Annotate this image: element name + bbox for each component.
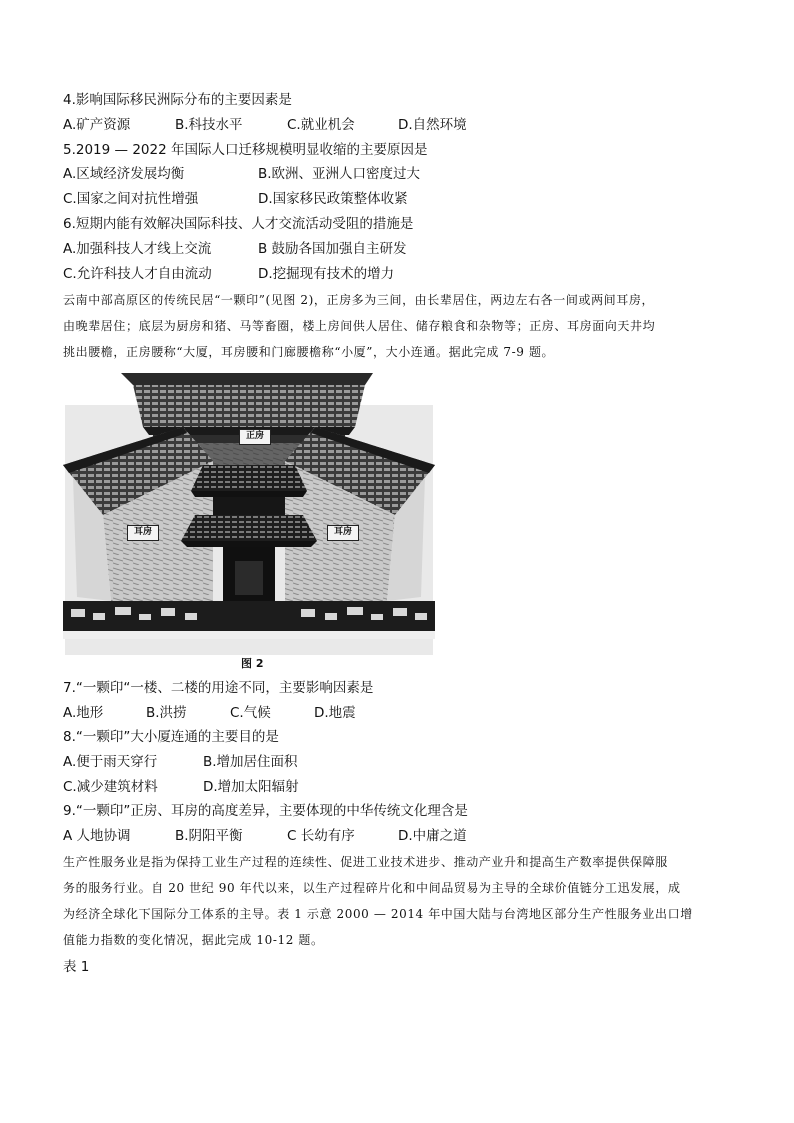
- question-5-option-d: D.国家移民政策整体收紧: [258, 191, 408, 207]
- question-6-option-b: B 鼓励各国加强自主研发: [258, 241, 407, 257]
- question-5-option-c: C.国家之间对抗性增强: [63, 191, 199, 207]
- label-left-side-house: 耳房: [127, 525, 159, 541]
- question-7-option-d: D.地震: [314, 705, 356, 721]
- question-4-option-d: D.自然环境: [398, 117, 467, 133]
- question-9-option-d: D.中庸之道: [398, 828, 467, 844]
- question-7-option-a: A.地形: [63, 705, 104, 721]
- label-right-side-house: 耳房: [327, 525, 359, 541]
- question-8-option-c: C.减少建筑材料: [63, 779, 158, 795]
- question-6-option-a: A.加强科技人才线上交流: [63, 241, 212, 257]
- table-1-label: 表 1: [63, 959, 90, 975]
- question-8-option-b: B.增加居住面积: [203, 754, 298, 770]
- question-7-stem: 7.“一颗印“一楼、二楼的用途不同，主要影响因素是: [63, 680, 374, 696]
- question-4-option-a: A.矿产资源: [63, 117, 131, 133]
- house-illustration: [63, 365, 435, 671]
- figure-caption: 图 2: [241, 657, 264, 670]
- question-8-stem: 8.“一颗印”大小厦连通的主要目的是: [63, 729, 279, 745]
- question-9-option-c: C 长幼有序: [287, 828, 355, 844]
- question-7-option-c: C.气候: [230, 705, 271, 721]
- figure-2-yikeyin-house: [63, 365, 435, 671]
- question-8-option-d: D.增加太阳辐射: [203, 779, 299, 795]
- passage-2-line-2: 务的服务行业。自 20 世纪 90 年代以来，以生产过程碎片化和中间品贸易为主导的全球价值链分工迅发展，成: [63, 881, 681, 895]
- question-7-option-b: B.洪捞: [146, 705, 187, 721]
- passage-1-line-2: 由晚辈居住；底层为厨房和猪、马等畜圈，楼上房间供人居住、储存粮食和杂物等；正房、耳房面向天井均: [63, 319, 656, 333]
- passage-2-line-1: 生产性服务业是指为保持工业生产过程的连续性、促进工业技术进步、推动产业升和提高生产数率提供保障服: [63, 855, 668, 869]
- question-4-stem: 4.影响国际移民洲际分布的主要因素是: [63, 92, 292, 108]
- question-6-option-c: C.允许科技人才自由流动: [63, 266, 212, 282]
- passage-1-line-3: 挑出腰檐，正房腰称“大厦，耳房腰和门廊腰檐称“小厦”，大小连通。据此完成 7-9 题。: [63, 345, 555, 359]
- question-9-stem: 9.“一颗印”正房、耳房的高度差异，主要体现的中华传统文化理含是: [63, 803, 468, 819]
- question-5-option-a: A.区域经济发展均衡: [63, 166, 185, 182]
- question-5-stem: 5.2019 — 2022 年国际人口迁移规模明显收缩的主要原因是: [63, 142, 428, 158]
- passage-2-line-4: 值能力指数的变化情况，据此完成 10-12 题。: [63, 933, 324, 947]
- question-9-option-a: A 人地协调: [63, 828, 131, 844]
- question-6-stem: 6.短期内能有效解决国际科技、人才交流活动受阻的措施是: [63, 216, 414, 232]
- question-8-option-a: A.便于雨天穿行: [63, 754, 158, 770]
- passage-1-line-1: 云南中部高原区的传统民居“一颗印”(见图 2)，正房多为三间，由长辈居住，两边左右各一间或两间耳房，: [63, 293, 655, 307]
- question-6-option-d: D.挖掘现有技术的增力: [258, 266, 395, 282]
- label-main-house: 正房: [239, 429, 271, 445]
- question-5-option-b: B.欧洲、亚洲人口密度过大: [258, 166, 421, 182]
- question-4-option-b: B.科技水平: [175, 117, 243, 133]
- question-9-option-b: B.阴阳平衡: [175, 828, 243, 844]
- passage-2-line-3: 为经济全球化下国际分工体系的主导。表 1 示意 2000 — 2014 年中国大陆与台湾地区部分生产性服务业出口增: [63, 907, 693, 921]
- question-4-option-c: C.就业机会: [287, 117, 355, 133]
